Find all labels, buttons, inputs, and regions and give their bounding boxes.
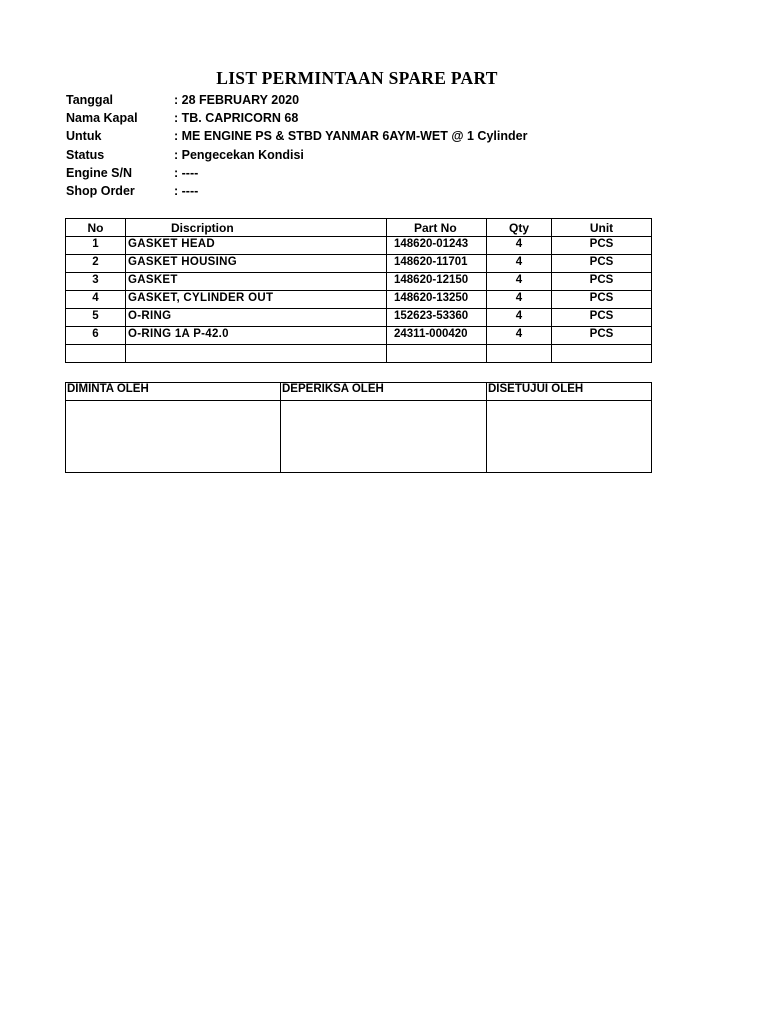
info-value: : ---- bbox=[174, 183, 199, 198]
spare-part-table bbox=[65, 218, 652, 363]
info-value: : ---- bbox=[174, 165, 199, 180]
table-row-empty bbox=[66, 345, 652, 363]
cell-part-no: 24311-000420 bbox=[387, 327, 487, 345]
cell-unit: PCS bbox=[552, 327, 652, 345]
cell-no: 2 bbox=[66, 255, 126, 273]
cell-unit: PCS bbox=[552, 255, 652, 273]
cell-empty bbox=[487, 345, 552, 363]
cell-no: 4 bbox=[66, 291, 126, 309]
col-header-unit: Unit bbox=[552, 219, 652, 237]
col-header-qty: Qty bbox=[487, 219, 552, 237]
table-row bbox=[66, 237, 652, 255]
cell-empty bbox=[66, 345, 126, 363]
cell-no: 6 bbox=[66, 327, 126, 345]
cell-empty bbox=[126, 345, 387, 363]
signature-box-approved bbox=[487, 401, 652, 473]
signature-header-row bbox=[66, 383, 652, 401]
table-row bbox=[66, 255, 652, 273]
cell-unit: PCS bbox=[552, 291, 652, 309]
signature-label-requested: DIMINTA OLEH bbox=[66, 383, 281, 401]
cell-part-no: 152623-53360 bbox=[387, 309, 487, 327]
cell-qty: 4 bbox=[487, 309, 552, 327]
cell-description: GASKET HEAD bbox=[126, 237, 387, 255]
cell-unit: PCS bbox=[552, 273, 652, 291]
cell-empty bbox=[552, 345, 652, 363]
page-title: LIST PERMINTAAN SPARE PART bbox=[216, 68, 498, 88]
signature-label-checked: DEPERIKSA OLEH bbox=[281, 383, 487, 401]
signature-label-approved: DISETUJUI OLEH bbox=[487, 383, 652, 401]
cell-part-no: 148620-12150 bbox=[387, 273, 487, 291]
table-row bbox=[66, 309, 652, 327]
cell-qty: 4 bbox=[487, 237, 552, 255]
info-label: Engine S/N bbox=[66, 165, 132, 180]
cell-description: GASKET, CYLINDER OUT bbox=[126, 291, 387, 309]
table-row bbox=[66, 327, 652, 345]
cell-qty: 4 bbox=[487, 255, 552, 273]
cell-no: 5 bbox=[66, 309, 126, 327]
signature-table bbox=[65, 382, 652, 473]
cell-description: GASKET HOUSING bbox=[126, 255, 387, 273]
cell-description: O-RING bbox=[126, 309, 387, 327]
cell-part-no: 148620-13250 bbox=[387, 291, 487, 309]
info-label: Untuk bbox=[66, 129, 102, 144]
info-label: Shop Order bbox=[66, 183, 135, 198]
info-value: : TB. CAPRICORN 68 bbox=[174, 111, 299, 126]
signature-box-row bbox=[66, 401, 652, 473]
table-header-row bbox=[66, 219, 652, 237]
info-label: Tanggal bbox=[66, 93, 113, 107]
info-value: : Pengecekan Kondisi bbox=[174, 147, 304, 162]
col-header-part-no: Part No bbox=[387, 219, 487, 237]
info-label: Status bbox=[66, 147, 105, 162]
cell-qty: 4 bbox=[487, 291, 552, 309]
cell-description: GASKET bbox=[126, 273, 387, 291]
cell-no: 1 bbox=[66, 237, 126, 255]
cell-part-no: 148620-11701 bbox=[387, 255, 487, 273]
table-row bbox=[66, 291, 652, 309]
col-header-no: No bbox=[66, 219, 126, 237]
cell-description: O-RING 1A P-42.0 bbox=[126, 327, 387, 345]
info-value: : ME ENGINE PS & STBD YANMAR 6AYM-WET @ 1 Cylinder bbox=[174, 129, 528, 144]
cell-part-no: 148620-01243 bbox=[387, 237, 487, 255]
signature-box-checked bbox=[281, 401, 487, 473]
cell-qty: 4 bbox=[487, 273, 552, 291]
cell-empty bbox=[387, 345, 487, 363]
cell-no: 3 bbox=[66, 273, 126, 291]
cell-unit: PCS bbox=[552, 237, 652, 255]
info-value: : 28 FEBRUARY 2020 bbox=[174, 93, 300, 107]
cell-qty: 4 bbox=[487, 327, 552, 345]
cell-unit: PCS bbox=[552, 309, 652, 327]
table-row bbox=[66, 273, 652, 291]
col-header-description: Discription bbox=[126, 219, 387, 237]
signature-box-requested bbox=[66, 401, 281, 473]
info-label: Nama Kapal bbox=[66, 111, 138, 126]
